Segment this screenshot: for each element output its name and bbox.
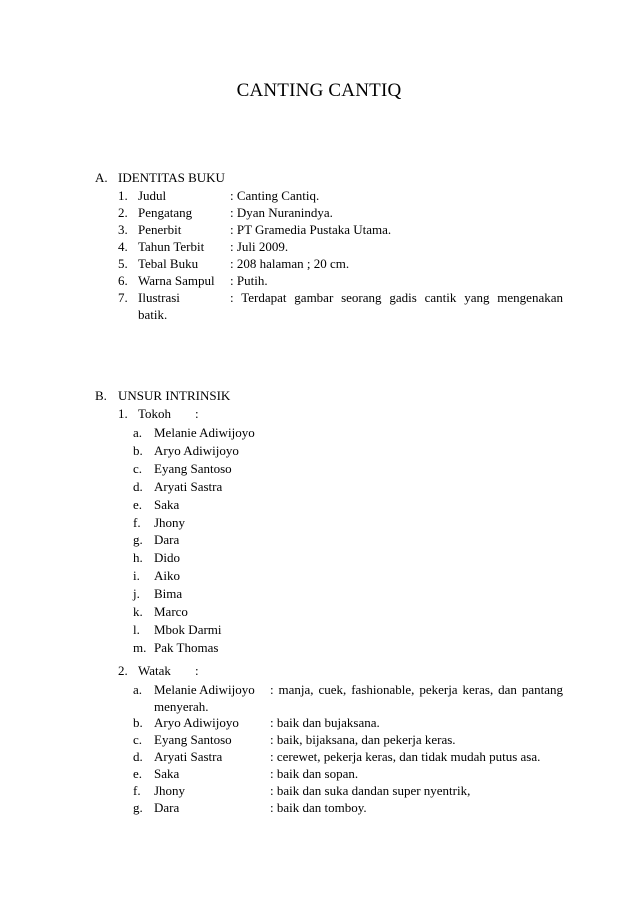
watak-item-name: Eyang Santoso: [154, 732, 232, 747]
watak-item: [133, 782, 563, 799]
tokoh-item-name: Aryo Adiwijoyo: [154, 442, 239, 458]
identitas-row: [118, 272, 563, 289]
watak-item-letter: g.: [133, 800, 143, 815]
tokoh-item-letter: h.: [133, 550, 143, 566]
identitas-number: 1.: [118, 188, 128, 203]
watak-item-letter: f.: [133, 783, 141, 798]
identitas-value: : 208 halaman ; 20 cm.: [230, 256, 350, 271]
identitas-label: Tebal Buku: [138, 256, 199, 271]
watak-item-desc: : baik dan suka dandan super nyentrik,: [270, 783, 471, 798]
tokoh-item-letter: j.: [133, 586, 140, 602]
watak-item: [133, 714, 563, 731]
section-b-heading: [95, 388, 230, 404]
tokoh-item-name: Aiko: [154, 568, 180, 584]
identitas-label: Tahun Terbit: [138, 239, 205, 254]
watak-item-name: Aryati Sastra: [154, 749, 223, 764]
watak-item-name: Jhony: [154, 783, 186, 798]
identitas-value: : Terdapat gambar seorang gadis cantik yang mengenakan: [230, 290, 563, 305]
tokoh-number: 1.: [118, 406, 128, 421]
tokoh-label: Tokoh: [138, 406, 172, 421]
identitas-row-continued: [138, 306, 167, 323]
identitas-label: Pengatang: [138, 205, 193, 220]
watak-item-letter: e.: [133, 766, 143, 781]
identitas-value-continued: batik.: [138, 307, 168, 322]
watak-item-name: Melanie Adiwijoyo: [154, 682, 255, 697]
tokoh-item-letter: l.: [133, 621, 140, 637]
watak-item: [133, 799, 563, 816]
identitas-label: Warna Sampul: [138, 273, 215, 288]
identitas-number: 3.: [118, 222, 128, 237]
section-b-letter: B.: [95, 388, 107, 403]
identitas-number: 2.: [118, 205, 128, 220]
identitas-number: 4.: [118, 239, 128, 254]
watak-item-desc: : cerewet, pekerja keras, dan tidak mudah putus asa.: [270, 749, 541, 764]
watak-item-name: Aryo Adiwijoyo: [154, 715, 239, 730]
watak-item: [133, 731, 563, 748]
identitas-row: [118, 289, 563, 306]
watak-item-letter: a.: [133, 682, 143, 697]
identitas-row: [118, 255, 563, 272]
tokoh-item-name: Jhony: [154, 514, 186, 530]
tokoh-item-letter: c.: [133, 460, 143, 476]
watak-item-letter: c.: [133, 732, 143, 747]
identitas-number: 7.: [118, 290, 128, 305]
watak-item-desc: : baik, bijaksana, dan pekerja keras.: [270, 732, 456, 747]
section-a-heading: [95, 170, 225, 186]
tokoh-item-letter: g.: [133, 532, 143, 548]
tokoh-item-name: Pak Thomas: [154, 639, 219, 655]
identitas-number: 6.: [118, 273, 128, 288]
watak-item-continued: [154, 698, 209, 715]
tokoh-item-letter: e.: [133, 496, 143, 512]
watak-item: [133, 748, 563, 765]
watak-label: Watak: [138, 663, 171, 678]
tokoh-item-letter: a.: [133, 425, 143, 440]
identitas-label: Penerbit: [138, 222, 182, 237]
watak-item: [133, 681, 563, 698]
identitas-label: Ilustrasi: [138, 290, 180, 305]
watak-item-desc: : baik dan bujaksana.: [270, 715, 380, 730]
tokoh-item-name: Bima: [154, 586, 183, 602]
tokoh-item-name: Marco: [154, 604, 188, 619]
watak-item-desc: : baik dan sopan.: [270, 766, 359, 781]
tokoh-item-name: Aryati Sastra: [154, 478, 223, 494]
identitas-row: [118, 238, 563, 255]
section-b-title: UNSUR INTRINSIK: [118, 388, 231, 403]
watak-colon: :: [195, 663, 199, 678]
tokoh-item-name: Saka: [154, 496, 180, 512]
tokoh-item-name: Melanie Adiwijoyo: [154, 425, 255, 440]
tokoh-item-name: Dido: [154, 550, 180, 566]
watak-item-desc: : manja, cuek, fashionable, pekerja keras, dan pantang: [270, 682, 563, 697]
watak-item-letter: d.: [133, 749, 143, 764]
tokoh-item-name: Mbok Darmi: [154, 621, 222, 637]
tokoh-item-letter: k.: [133, 604, 143, 619]
section-a-letter: A.: [95, 170, 108, 185]
watak-item-letter: b.: [133, 715, 143, 730]
watak-item-name: Dara: [154, 800, 180, 815]
watak-item-name: Saka: [154, 766, 180, 781]
tokoh-item-name: Eyang Santoso: [154, 460, 232, 476]
identitas-label: Judul: [138, 188, 167, 203]
tokoh-item-letter: d.: [133, 478, 143, 494]
watak-item-desc-continued: menyerah.: [154, 699, 209, 714]
watak-number: 2.: [118, 663, 128, 678]
identitas-value: : Putih.: [230, 273, 268, 288]
tokoh-colon: :: [195, 406, 199, 421]
tokoh-item-letter: f.: [133, 514, 141, 530]
tokoh-item-letter: b.: [133, 442, 143, 458]
tokoh-item-name: Dara: [154, 532, 180, 548]
identitas-value: : PT Gramedia Pustaka Utama.: [230, 222, 392, 237]
identitas-number: 5.: [118, 256, 128, 271]
tokoh-item-letter: i.: [133, 568, 140, 584]
identitas-row: [118, 187, 563, 204]
identitas-value: : Juli 2009.: [230, 239, 289, 254]
watak-item-desc: : baik dan tomboy.: [270, 800, 367, 815]
tokoh-item-letter: m.: [133, 639, 147, 655]
watak-item: [133, 765, 563, 782]
section-a-title: IDENTITAS BUKU: [118, 170, 225, 185]
identitas-row: [118, 221, 563, 238]
page-title: CANTING CANTIQ: [236, 80, 402, 101]
identitas-value: : Canting Cantiq.: [230, 188, 320, 203]
identitas-row: [118, 204, 563, 221]
identitas-value: : Dyan Nuranindya.: [230, 205, 333, 220]
